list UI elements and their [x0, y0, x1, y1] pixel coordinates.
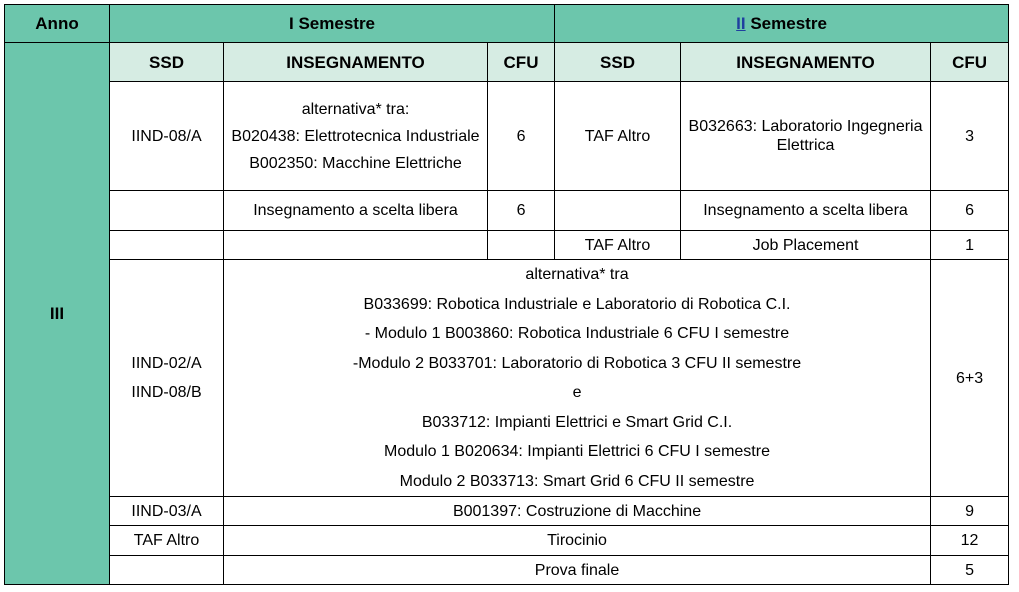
- course-cell: Tirocinio: [224, 526, 931, 556]
- table-row: [5, 82, 1009, 191]
- cfu-cell: 6: [488, 191, 555, 231]
- subheader-cfu-2: CFU: [931, 43, 1009, 82]
- ssd-cell: [110, 556, 224, 585]
- course-line: -Modulo 2 B033701: Laboratorio di Robotica 3 CFU II semestre: [352, 354, 802, 372]
- subheader-row: [5, 43, 1009, 82]
- course-cell: B032663: Laboratorio Ingegneria Elettrica: [681, 82, 931, 191]
- cfu-cell: 6: [931, 191, 1009, 231]
- study-plan-table: [4, 4, 1009, 585]
- course-cell: [224, 260, 931, 497]
- course-line: alternativa* tra:: [301, 100, 410, 118]
- ssd-cell: IIND-03/A: [110, 497, 224, 526]
- ssd-cell: TAF Altro: [555, 82, 681, 191]
- header-second-semester: [555, 5, 1009, 43]
- ssd-cell: [110, 260, 224, 497]
- table-row: [5, 526, 1009, 556]
- course-line: B033699: Robotica Industriale e Laboratorio di Robotica C.I.: [363, 295, 791, 313]
- course-line: e: [572, 384, 582, 401]
- cfu-cell: 12: [931, 526, 1009, 556]
- header-row: [5, 5, 1009, 43]
- table-row: [5, 497, 1009, 526]
- ssd-cell: TAF Altro: [110, 526, 224, 556]
- course-cell: B001397: Costruzione di Macchine: [224, 497, 931, 526]
- ssd-cell: IIND-08/A: [110, 82, 224, 191]
- course-cell: [224, 82, 488, 191]
- header-second-semester-numeral: II: [736, 14, 746, 33]
- cfu-cell: 1: [931, 231, 1009, 260]
- subheader-ssd-2: SSD: [555, 43, 681, 82]
- table-row: [5, 260, 1009, 497]
- cfu-cell: 6: [488, 82, 555, 191]
- ssd-cell: TAF Altro: [555, 231, 681, 260]
- course-line: Modulo 1 B020634: Impianti Elettrici 6 CFU I semestre: [384, 443, 770, 460]
- course-line: B033712: Impianti Elettrici e Smart Grid C.I.: [421, 413, 733, 431]
- course-cell: [224, 231, 488, 260]
- header-first-semester: I Semestre: [110, 5, 555, 43]
- cfu-cell: 3: [931, 82, 1009, 191]
- ssd-cell: [110, 191, 224, 231]
- cfu-cell: 9: [931, 497, 1009, 526]
- cfu-cell: 6+3: [931, 260, 1009, 497]
- course-line: alternativa* tra: [525, 266, 629, 283]
- cfu-cell: [488, 231, 555, 260]
- course-cell: Job Placement: [681, 231, 931, 260]
- ssd-line: IIND-02/A: [131, 355, 202, 372]
- year-cell: III: [5, 43, 110, 585]
- ssd-cell: [555, 191, 681, 231]
- header-second-semester-label: Semestre: [745, 14, 827, 33]
- header-anno: Anno: [5, 5, 110, 43]
- course-line: B002350: Macchine Elettriche: [249, 154, 462, 172]
- course-line: B020438: Elettrotecnica Industriale: [231, 127, 480, 145]
- table-row: [5, 556, 1009, 585]
- table-row: [5, 231, 1009, 260]
- table-row: [5, 191, 1009, 231]
- subheader-cfu-1: CFU: [488, 43, 555, 82]
- course-cell: Insegnamento a scelta libera: [224, 191, 488, 231]
- ssd-line: IIND-08/B: [131, 384, 202, 401]
- course-cell: Prova finale: [224, 556, 931, 585]
- cfu-cell: 5: [931, 556, 1009, 585]
- subheader-insegnamento-1: INSEGNAMENTO: [224, 43, 488, 82]
- subheader-insegnamento-2: INSEGNAMENTO: [681, 43, 931, 82]
- course-cell: Insegnamento a scelta libera: [681, 191, 931, 231]
- course-line: Modulo 2 B033713: Smart Grid 6 CFU II semestre: [399, 472, 755, 490]
- course-line: - Modulo 1 B003860: Robotica Industriale 6 CFU I semestre: [364, 325, 790, 342]
- subheader-ssd-1: SSD: [110, 43, 224, 82]
- ssd-cell: [110, 231, 224, 260]
